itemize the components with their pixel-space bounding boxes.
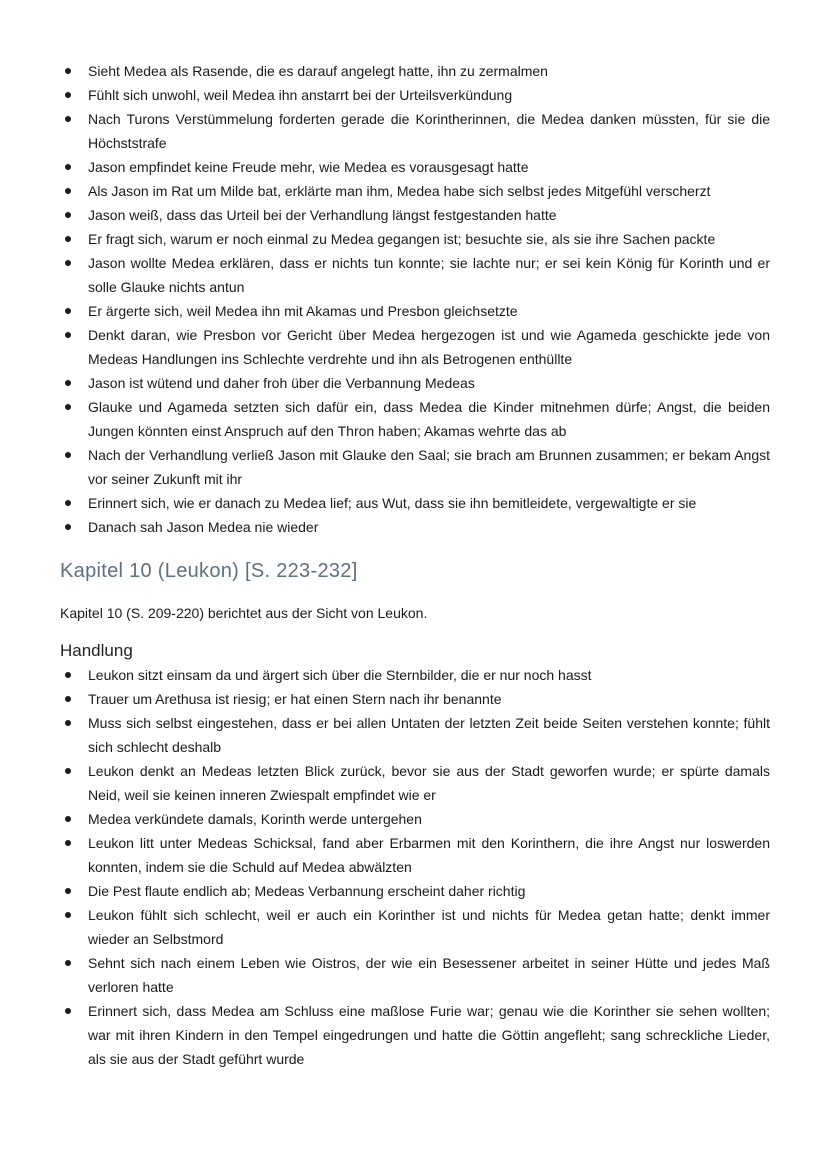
list-item: Jason wollte Medea erklären, dass er nichts tun konnte; sie lachte nur; er sei kein König für Korinth und er solle Glauke nichts antun <box>60 251 770 299</box>
list-item: Leukon fühlt sich schlecht, weil er auch ein Korinther ist und nichts für Medea getan hatte; denkt immer wieder an Selbstmord <box>60 903 770 951</box>
list-item: Muss sich selbst eingestehen, dass er bei allen Untaten der letzten Zeit beide Seiten verstehen konnte; fühlt sich schlecht deshalb <box>60 711 770 759</box>
list-item: Trauer um Arethusa ist riesig; er hat einen Stern nach ihr benannte <box>60 687 770 711</box>
list-item: Nach der Verhandlung verließ Jason mit Glauke den Saal; sie brach am Brunnen zusammen; er bekam Angst vor seiner Zukunft mit ihr <box>60 443 770 491</box>
list-item: Fühlt sich unwohl, weil Medea ihn anstarrt bei der Urteilsverkündung <box>60 83 770 107</box>
list-item: Die Pest flaute endlich ab; Medeas Verbannung erscheint daher richtig <box>60 879 770 903</box>
list-item: Sieht Medea als Rasende, die es darauf angelegt hatte, ihn zu zermalmen <box>60 59 770 83</box>
list-item: Erinnert sich, dass Medea am Schluss eine maßlose Furie war; genau wie die Korinther sie sehen wollten; war mit ihren Kindern in den Tempel eingedrungen und hatte die Göttin angefleht; sang schreckliche Lieder, als sie aus der Stadt geführt wurde <box>60 999 770 1071</box>
list-item: Sehnt sich nach einem Leben wie Oistros, der wie ein Besessener arbeitet in seiner Hütte und jedes Maß verloren hatte <box>60 951 770 999</box>
list-item: Jason weiß, dass das Urteil bei der Verhandlung längst festgestanden hatte <box>60 203 770 227</box>
list-item: Leukon litt unter Medeas Schicksal, fand aber Erbarmen mit den Korinthern, die ihre Angst nur loswerden konnten, indem sie die Schuld auf Medea abwälzten <box>60 831 770 879</box>
section-heading-handlung: Handlung <box>60 641 133 660</box>
list-item: Leukon denkt an Medeas letzten Blick zurück, bevor sie aus der Stadt geworfen wurde; er spürte damals Neid, weil sie keinen inneren Zwiespalt empfindet wie er <box>60 759 770 807</box>
list-item: Leukon sitzt einsam da und ärgert sich über die Sternbilder, die er nur noch hasst <box>60 663 770 687</box>
jason-bullet-list <box>60 59 770 539</box>
list-item: Medea verkündete damals, Korinth werde untergehen <box>60 807 770 831</box>
list-item: Jason empfindet keine Freude mehr, wie Medea es vorausgesagt hatte <box>60 155 770 179</box>
list-item: Er fragt sich, warum er noch einmal zu Medea gegangen ist; besuchte sie, als sie ihre Sachen packte <box>60 227 770 251</box>
list-item: Jason ist wütend und daher froh über die Verbannung Medeas <box>60 371 770 395</box>
chapter-heading: Kapitel 10 (Leukon) [S. 223-232] <box>60 560 358 582</box>
list-item: Als Jason im Rat um Milde bat, erklärte man ihm, Medea habe sich selbst jedes Mitgefühl verscherzt <box>60 179 770 203</box>
list-item: Glauke und Agameda setzten sich dafür ein, dass Medea die Kinder mitnehmen dürfe; Angst, die beiden Jungen könnten einst Anspruch auf den Thron haben; Akamas wehrte das ab <box>60 395 770 443</box>
chapter-intro: Kapitel 10 (S. 209-220) berichtet aus der Sicht von Leukon. <box>60 605 428 621</box>
list-item: Er ärgerte sich, weil Medea ihn mit Akamas und Presbon gleichsetzte <box>60 299 770 323</box>
list-item: Danach sah Jason Medea nie wieder <box>60 515 770 539</box>
list-item: Nach Turons Verstümmelung forderten gerade die Korintherinnen, die Medea danken müssten, für sie die Höchststrafe <box>60 107 770 155</box>
list-item: Denkt daran, wie Presbon vor Gericht über Medea hergezogen ist und wie Agameda geschickte jede von Medeas Handlungen ins Schlechte verdrehte und ihn als Betrogenen enthüllte <box>60 323 770 371</box>
leukon-bullet-list <box>60 663 770 1071</box>
list-item: Erinnert sich, wie er danach zu Medea lief; aus Wut, dass sie ihn bemitleidete, vergewaltigte er sie <box>60 491 770 515</box>
